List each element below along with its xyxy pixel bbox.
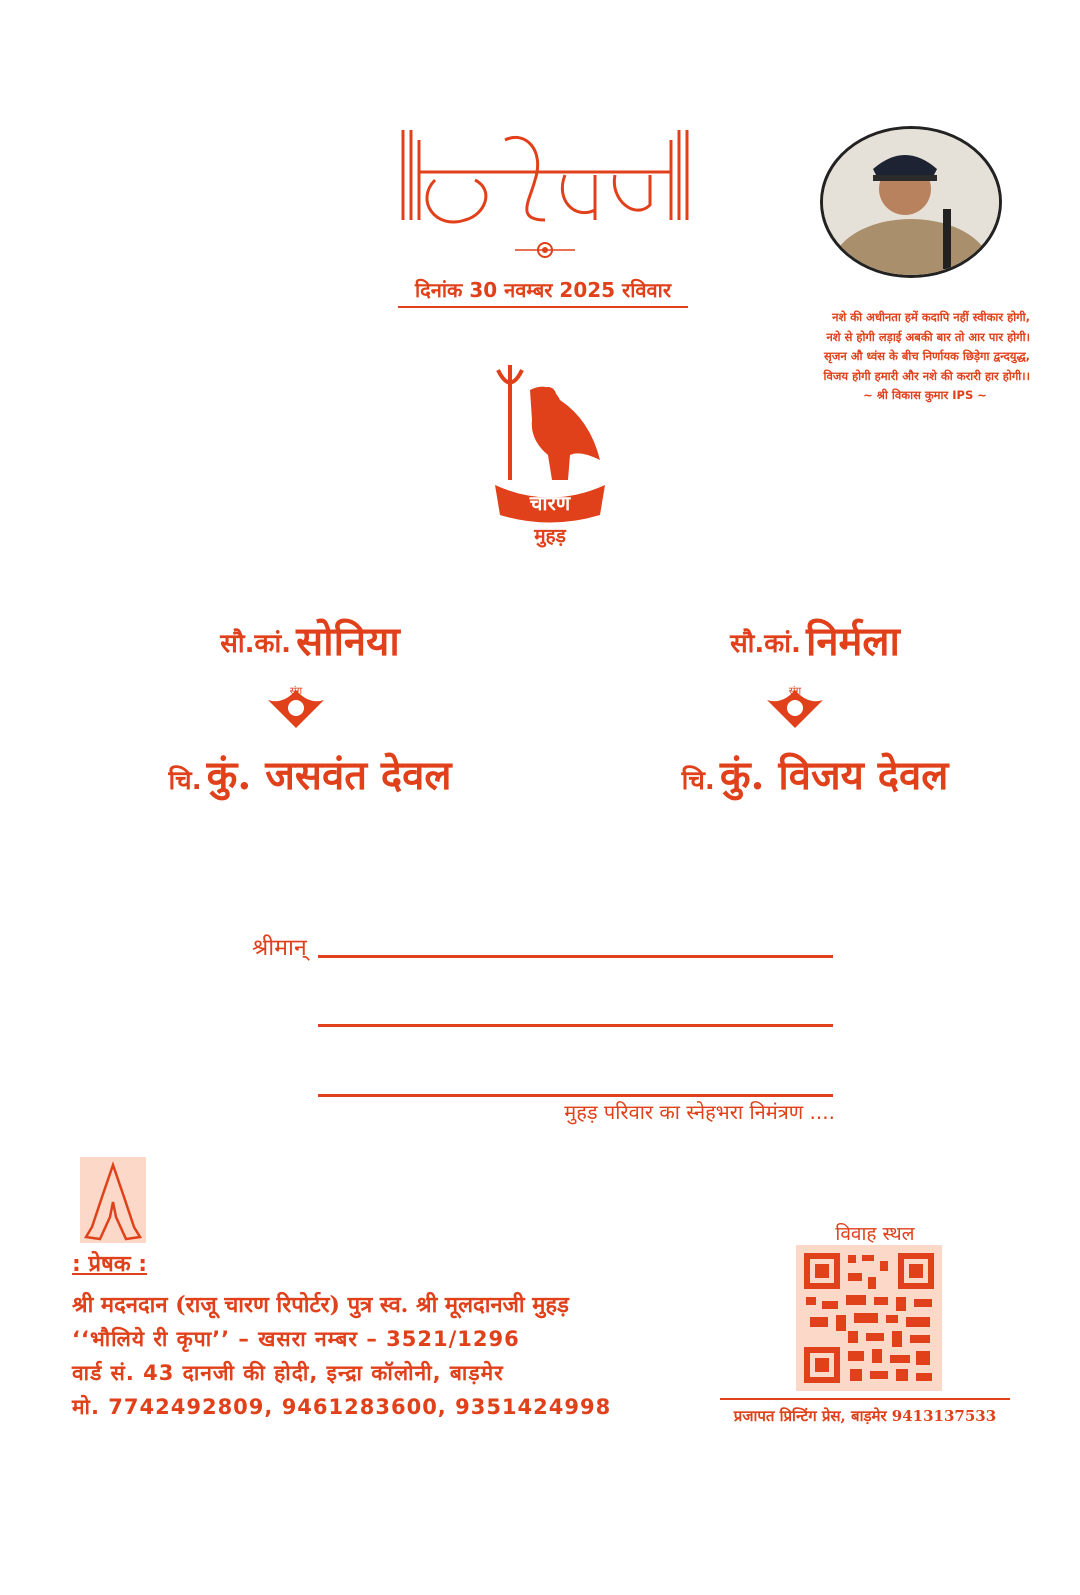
quote-author: ~ श्री विकास कुमार IPS ~ xyxy=(863,388,987,402)
quote-line: सृजन औ ध्वंस के बीच निर्णायक छिड़ेगा द्वन्दयुद्ध, xyxy=(824,349,1030,363)
groom-honorific: चि. xyxy=(681,766,715,796)
quote-line: विजय होगी हमारी और नशे की करारी हार होगी।। xyxy=(823,368,1030,383)
family-invite-text: मुहड़ परिवार का स्नेहभरा निमंत्रण .... xyxy=(564,1100,835,1124)
divider-motif-icon xyxy=(263,680,329,732)
groom-honorific: चि. xyxy=(168,766,202,796)
officer-portrait-photo xyxy=(820,126,1002,278)
emblem-place: मुहड़ xyxy=(534,525,566,547)
press-divider xyxy=(720,1398,1010,1400)
bride-honorific: सौ.कां. xyxy=(220,629,292,659)
bride-honorific: सौ.कां. xyxy=(730,629,801,659)
sender-name: श्री मदनदान (राजू चारण रिपोर्टर) पुत्र स्व. श्री मूलदानजी मुहड़ xyxy=(72,1292,569,1318)
sender-label: : प्रेषक : xyxy=(72,1252,148,1277)
sender-phones: मो. 7742492809, 9461283600, 9351424998 xyxy=(72,1395,612,1419)
divider-motif-text: संग xyxy=(788,686,802,697)
quote-line: नशे की अधीनता हमें कदापि नहीं स्वीकार होगी, xyxy=(832,310,1030,324)
venue-label: विवाह स्थल xyxy=(835,1223,915,1245)
anti-drug-quote xyxy=(760,308,1030,406)
trident-icon xyxy=(498,365,522,480)
groom-name: कुं. विजय देवल xyxy=(719,752,949,799)
addressee-line-3[interactable] xyxy=(318,1094,833,1097)
addressee-label: श्रीमान् xyxy=(252,935,307,961)
wedding-date: दिनांक 30 नवम्बर 2025 रविवार xyxy=(414,278,672,302)
addressee-line-1[interactable] xyxy=(318,955,833,958)
quote-line: नशे से होगी लड़ाई अबकी बार तो आर पार होगी। xyxy=(826,329,1030,344)
title-calligraphy xyxy=(395,120,695,270)
bride-1 xyxy=(120,612,500,667)
sender-address-2: वार्ड सं. 43 दानजी की होदी, इन्द्रा कॉलोनी, बाड़मेर xyxy=(72,1361,504,1385)
divider-motif-text: संग xyxy=(289,686,303,697)
bride-name: निर्मला xyxy=(805,618,900,665)
bride-2 xyxy=(625,612,1005,667)
namaste-hands-icon xyxy=(80,1157,146,1243)
groom-2 xyxy=(625,746,1005,801)
eagle-icon xyxy=(530,387,600,480)
sender-address-1: ‘‘भौलिये री कृपा’’ – खसरा नम्बर – 3521/1296 xyxy=(72,1327,520,1351)
bride-name: सोनिया xyxy=(296,618,400,665)
printing-press-credit: प्रजापत प्रिन्टिंग प्रेस, बाड़मेर 9413137533 xyxy=(733,1407,997,1425)
groom-name: कुं. जसवंत देवल xyxy=(206,752,452,799)
addressee-line-2[interactable] xyxy=(318,1024,833,1027)
sender-details xyxy=(72,1288,712,1424)
date-underline xyxy=(398,306,688,308)
venue-qr-code[interactable] xyxy=(796,1245,942,1391)
emblem-banner-text: चारण xyxy=(529,491,571,515)
groom-1 xyxy=(120,746,500,801)
divider-motif-icon xyxy=(762,680,828,732)
